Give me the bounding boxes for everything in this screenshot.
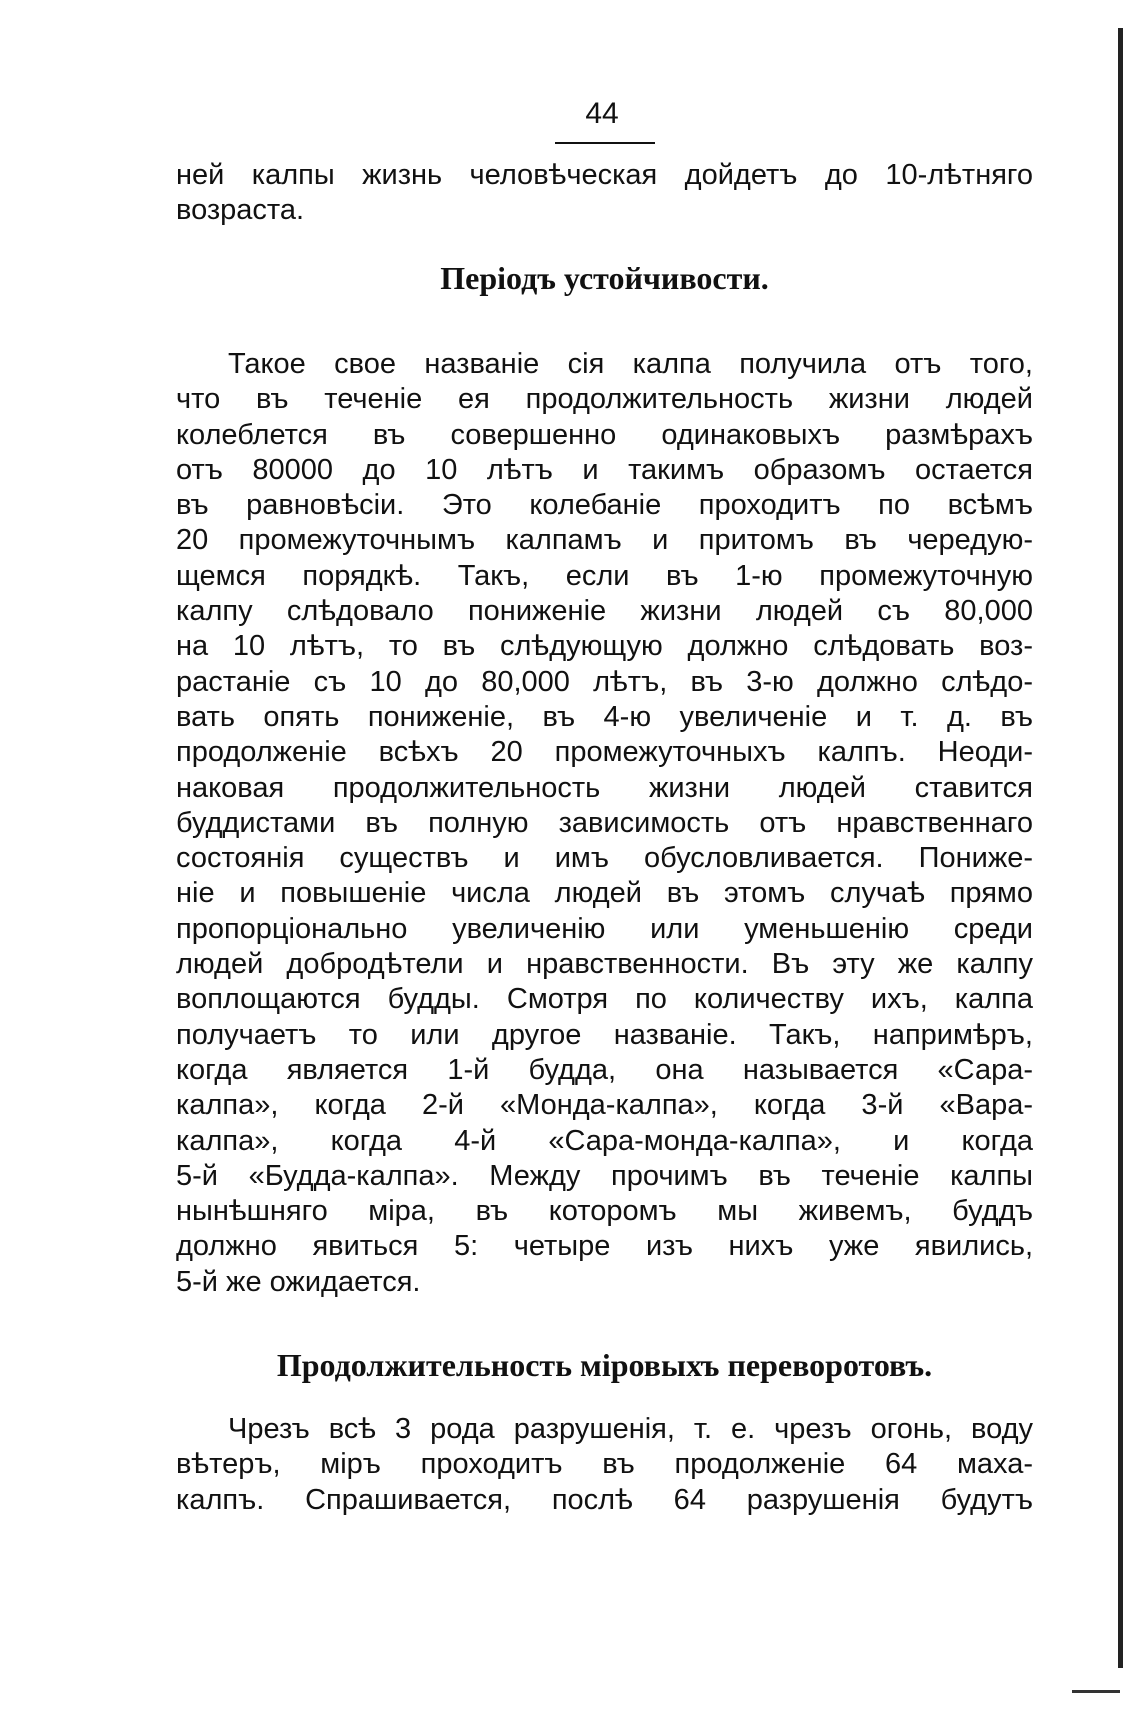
text-line: состоянія существъ и имъ обусловливается. Пониже- [176, 842, 1033, 875]
text-line: Чрезъ всѣ 3 рода разрушенія, т. е. чрезъ огонь, воду [228, 1413, 1033, 1445]
text-line: вѣтеръ, міръ проходитъ въ продолженіе 64 маха- [176, 1448, 1033, 1481]
text-line: калпа», когда 4-й «Сара-монда-калпа», и когда [176, 1124, 1033, 1157]
text-line: должно явиться 5: четыре изъ нихъ уже явились, [176, 1230, 1033, 1263]
section-heading-stability: Періодъ устойчивости. [440, 260, 769, 296]
continued-paragraph [176, 158, 1033, 229]
stability-paragraph [176, 347, 1033, 1300]
text-line: 20 промежуточнымъ калпамъ и притомъ въ чередую- [176, 524, 1033, 557]
text-line: 5-й же ожидается. [176, 1265, 421, 1298]
page-number: 44 [585, 97, 619, 130]
section-heading-world-upheavals: Продолжительность міровыхъ переворотовъ. [276, 1347, 933, 1383]
text-line: растаніе съ 10 до 80,000 лѣтъ, въ 3-ю должно слѣдо- [176, 665, 1033, 698]
text-line: что въ теченіе ея продолжительность жизни людей [176, 383, 1033, 416]
text-line: наковая продолжительность жизни людей ставится [176, 771, 1033, 804]
text-line: продолженіе всѣхъ 20 промежуточныхъ калпъ. Неоди- [176, 736, 1033, 769]
text-line: въ равновѣсіи. Это колебаніе проходитъ по всѣмъ [176, 489, 1033, 522]
text-line: щемся порядкѣ. Такъ, если въ 1-ю промежуточную [176, 559, 1033, 592]
text-line: вать опять пониженіе, въ 4-ю увеличеніе и т. д. въ [176, 700, 1033, 733]
upheavals-paragraph [176, 1412, 1033, 1518]
text-line: когда является 1-й будда, она называется «Сара- [176, 1053, 1033, 1086]
text-line: колеблется въ совершенно одинаковыхъ размѣрахъ [176, 418, 1033, 451]
page-number-rule [555, 142, 655, 144]
text-line: возраста. [176, 194, 305, 227]
text-line: буддистами въ полную зависимость отъ нравственнаго [176, 806, 1033, 839]
page-corner-mark [1072, 1690, 1120, 1693]
text-line: 5-й «Будда-калпа». Между прочимъ въ теченіе калпы [176, 1159, 1033, 1192]
text-line: получаетъ то или другое названіе. Такъ, напримѣръ, [176, 1018, 1033, 1051]
text-line: калпу слѣдовало пониженіе жизни людей съ 80,000 [176, 595, 1033, 628]
text-line: пропорціонально увеличенію или уменьшенію среди [176, 912, 1033, 945]
text-line: нынѣшняго міра, въ которомъ мы живемъ, буддъ [176, 1195, 1033, 1228]
text-line: Такое свое названіе сія калпа получила отъ того, [228, 348, 1033, 380]
text-line: ніе и повышеніе числа людей въ этомъ случаѣ прямо [176, 877, 1033, 910]
text-line: воплощаются будды. Смотря по количеству ихъ, калпа [176, 983, 1033, 1016]
page-edge-border [1118, 28, 1123, 1668]
text-line: отъ 80000 до 10 лѣтъ и такимъ образомъ остается [176, 453, 1033, 486]
text-line: калпа», когда 2-й «Монда-калпа», когда 3-й «Вара- [176, 1089, 1033, 1122]
text-line: на 10 лѣтъ, то въ слѣдующую должно слѣдовать воз- [176, 630, 1033, 663]
text-line: ней калпы жизнь человѣческая дойдетъ до 10-лѣтняго [176, 159, 1033, 191]
text-line: калпъ. Спрашивается, послѣ 64 разрушенія будутъ [176, 1483, 1033, 1516]
text-line: людей добродѣтели и нравственности. Въ эту же калпу [176, 948, 1033, 981]
